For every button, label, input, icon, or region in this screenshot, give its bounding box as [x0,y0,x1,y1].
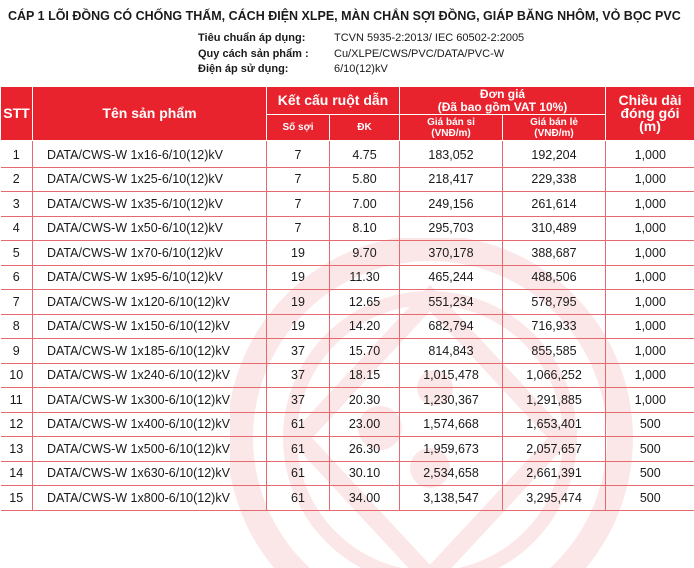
cell-diameter: 26.30 [330,437,400,462]
cell-wholesale: 1,015,478 [400,363,503,388]
table-row [1,192,694,217]
cell-wholesale: 218,417 [400,167,503,192]
document-title: CÁP 1 LÕI ĐỒNG CÓ CHỐNG THẤM, CÁCH ĐIỆN XLPE, MÀN CHẮN SỢI ĐỒNG, GIÁP BĂNG NHÔM, VỎ BỌC PVC [8,9,681,23]
cell-retail: 488,506 [503,265,606,290]
cell-stt: 4 [1,216,33,241]
table-row [1,314,694,339]
cell-length: 1,000 [606,388,694,413]
cell-stt: 13 [1,437,33,462]
cell-name: DATA/CWS-W 1x800-6/10(12)kV [33,486,267,511]
spec-value: Cu/XLPE/CWS/PVC/DATA/PVC-W [334,47,504,63]
cell-strands: 61 [267,412,330,437]
cell-stt: 5 [1,241,33,266]
length-header-line3: (m) [606,120,694,133]
cell-wholesale: 1,230,367 [400,388,503,413]
cell-retail: 578,795 [503,290,606,315]
cell-retail: 310,489 [503,216,606,241]
col-diameter-header: ĐK [330,115,400,141]
cell-length: 1,000 [606,363,694,388]
cell-retail: 229,338 [503,167,606,192]
cell-strands: 7 [267,216,330,241]
table-row [1,363,694,388]
cell-name: DATA/CWS-W 1x240-6/10(12)kV [33,363,267,388]
cell-length: 500 [606,461,694,486]
cell-stt: 10 [1,363,33,388]
cell-stt: 1 [1,141,33,168]
cell-strands: 7 [267,192,330,217]
cell-name: DATA/CWS-W 1x400-6/10(12)kV [33,412,267,437]
cell-retail: 261,614 [503,192,606,217]
cell-name: DATA/CWS-W 1x150-6/10(12)kV [33,314,267,339]
wholesale-header-label: Giá bán sỉ [400,117,502,128]
col-strands-header: Số sợi [267,115,330,141]
cell-diameter: 20.30 [330,388,400,413]
cell-retail: 2,057,657 [503,437,606,462]
cell-wholesale: 3,138,547 [400,486,503,511]
cell-retail: 3,295,474 [503,486,606,511]
cell-diameter: 8.10 [330,216,400,241]
cell-retail: 388,687 [503,241,606,266]
cell-stt: 6 [1,265,33,290]
cell-diameter: 5.80 [330,167,400,192]
retail-header-label: Giá bán lẻ [503,117,605,128]
col-stt-header: STT [1,87,33,141]
cell-diameter: 9.70 [330,241,400,266]
cell-length: 1,000 [606,314,694,339]
col-length-header [606,87,694,141]
cell-length: 500 [606,412,694,437]
spec-row-spec [198,47,524,63]
cell-length: 1,000 [606,241,694,266]
cell-retail: 1,653,401 [503,412,606,437]
cell-wholesale: 2,534,658 [400,461,503,486]
cell-name: DATA/CWS-W 1x500-6/10(12)kV [33,437,267,462]
table-row [1,461,694,486]
table-row [1,486,694,511]
wholesale-header-unit: (VNĐ/m) [400,128,502,139]
cell-retail: 1,291,885 [503,388,606,413]
cell-wholesale: 551,234 [400,290,503,315]
table-row [1,167,694,192]
table-row [1,216,694,241]
cell-strands: 37 [267,363,330,388]
cell-retail: 2,661,391 [503,461,606,486]
cell-wholesale: 183,052 [400,141,503,168]
cell-wholesale: 465,244 [400,265,503,290]
cell-wholesale: 1,959,673 [400,437,503,462]
spec-label: Tiêu chuẩn áp dụng: [198,31,334,47]
cell-wholesale: 682,794 [400,314,503,339]
cell-strands: 61 [267,486,330,511]
cell-name: DATA/CWS-W 1x70-6/10(12)kV [33,241,267,266]
cell-wholesale: 814,843 [400,339,503,364]
length-header-line1: Chiều dài [606,94,694,107]
cell-diameter: 30.10 [330,461,400,486]
cell-diameter: 15.70 [330,339,400,364]
cell-diameter: 4.75 [330,141,400,168]
col-retail-header [503,115,606,141]
cell-length: 1,000 [606,339,694,364]
cell-wholesale: 295,703 [400,216,503,241]
table-row [1,265,694,290]
cell-diameter: 11.30 [330,265,400,290]
cell-stt: 11 [1,388,33,413]
spec-row-standard [198,31,524,47]
cell-name: DATA/CWS-W 1x16-6/10(12)kV [33,141,267,168]
cell-name: DATA/CWS-W 1x300-6/10(12)kV [33,388,267,413]
retail-header-unit: (VNĐ/m) [503,128,605,139]
price-table [0,86,694,511]
cell-name: DATA/CWS-W 1x95-6/10(12)kV [33,265,267,290]
spec-value: TCVN 5935-2:2013/ IEC 60502-2:2005 [334,31,524,47]
table-row [1,339,694,364]
cell-length: 1,000 [606,141,694,168]
col-wholesale-header [400,115,503,141]
cell-stt: 3 [1,192,33,217]
table-row [1,412,694,437]
cell-stt: 9 [1,339,33,364]
price-header-note: (Đã bao gồm VAT 10%) [400,101,605,114]
table-row [1,388,694,413]
cell-name: DATA/CWS-W 1x50-6/10(12)kV [33,216,267,241]
price-header-label: Đơn giá [400,88,605,101]
cell-strands: 19 [267,290,330,315]
cell-name: DATA/CWS-W 1x35-6/10(12)kV [33,192,267,217]
cell-length: 1,000 [606,192,694,217]
cell-retail: 855,585 [503,339,606,364]
spec-row-voltage [198,62,524,78]
col-name-header: Tên sản phẩm [33,87,267,141]
cell-diameter: 34.00 [330,486,400,511]
spec-value: 6/10(12)kV [334,62,388,78]
cell-name: DATA/CWS-W 1x630-6/10(12)kV [33,461,267,486]
cell-name: DATA/CWS-W 1x120-6/10(12)kV [33,290,267,315]
col-structure-header: Kết cấu ruột dẫn [267,87,400,115]
cell-stt: 14 [1,461,33,486]
cell-diameter: 18.15 [330,363,400,388]
cell-length: 1,000 [606,216,694,241]
cell-retail: 1,066,252 [503,363,606,388]
cell-strands: 61 [267,461,330,486]
cell-strands: 61 [267,437,330,462]
cell-stt: 8 [1,314,33,339]
cell-strands: 19 [267,241,330,266]
cell-name: DATA/CWS-W 1x25-6/10(12)kV [33,167,267,192]
cell-diameter: 14.20 [330,314,400,339]
cell-diameter: 12.65 [330,290,400,315]
cell-length: 1,000 [606,290,694,315]
cell-length: 500 [606,486,694,511]
cell-retail: 716,933 [503,314,606,339]
cell-length: 1,000 [606,167,694,192]
col-price-header [400,87,606,115]
table-row [1,141,694,168]
table-row [1,290,694,315]
cell-wholesale: 249,156 [400,192,503,217]
cell-length: 1,000 [606,265,694,290]
cell-wholesale: 370,178 [400,241,503,266]
cell-strands: 19 [267,265,330,290]
cell-strands: 37 [267,388,330,413]
cell-retail: 192,204 [503,141,606,168]
spec-label: Quy cách sản phẩm : [198,47,334,63]
cell-strands: 7 [267,167,330,192]
cell-name: DATA/CWS-W 1x185-6/10(12)kV [33,339,267,364]
length-header-line2: đóng gói [606,107,694,120]
cell-strands: 19 [267,314,330,339]
cell-stt: 15 [1,486,33,511]
cell-strands: 7 [267,141,330,168]
table-row [1,437,694,462]
table-row [1,241,694,266]
spec-info [198,31,524,78]
cell-stt: 12 [1,412,33,437]
cell-diameter: 7.00 [330,192,400,217]
cell-length: 500 [606,437,694,462]
cell-stt: 7 [1,290,33,315]
cell-stt: 2 [1,167,33,192]
cell-diameter: 23.00 [330,412,400,437]
cell-wholesale: 1,574,668 [400,412,503,437]
cell-strands: 37 [267,339,330,364]
spec-label: Điện áp sử dụng: [198,62,334,78]
